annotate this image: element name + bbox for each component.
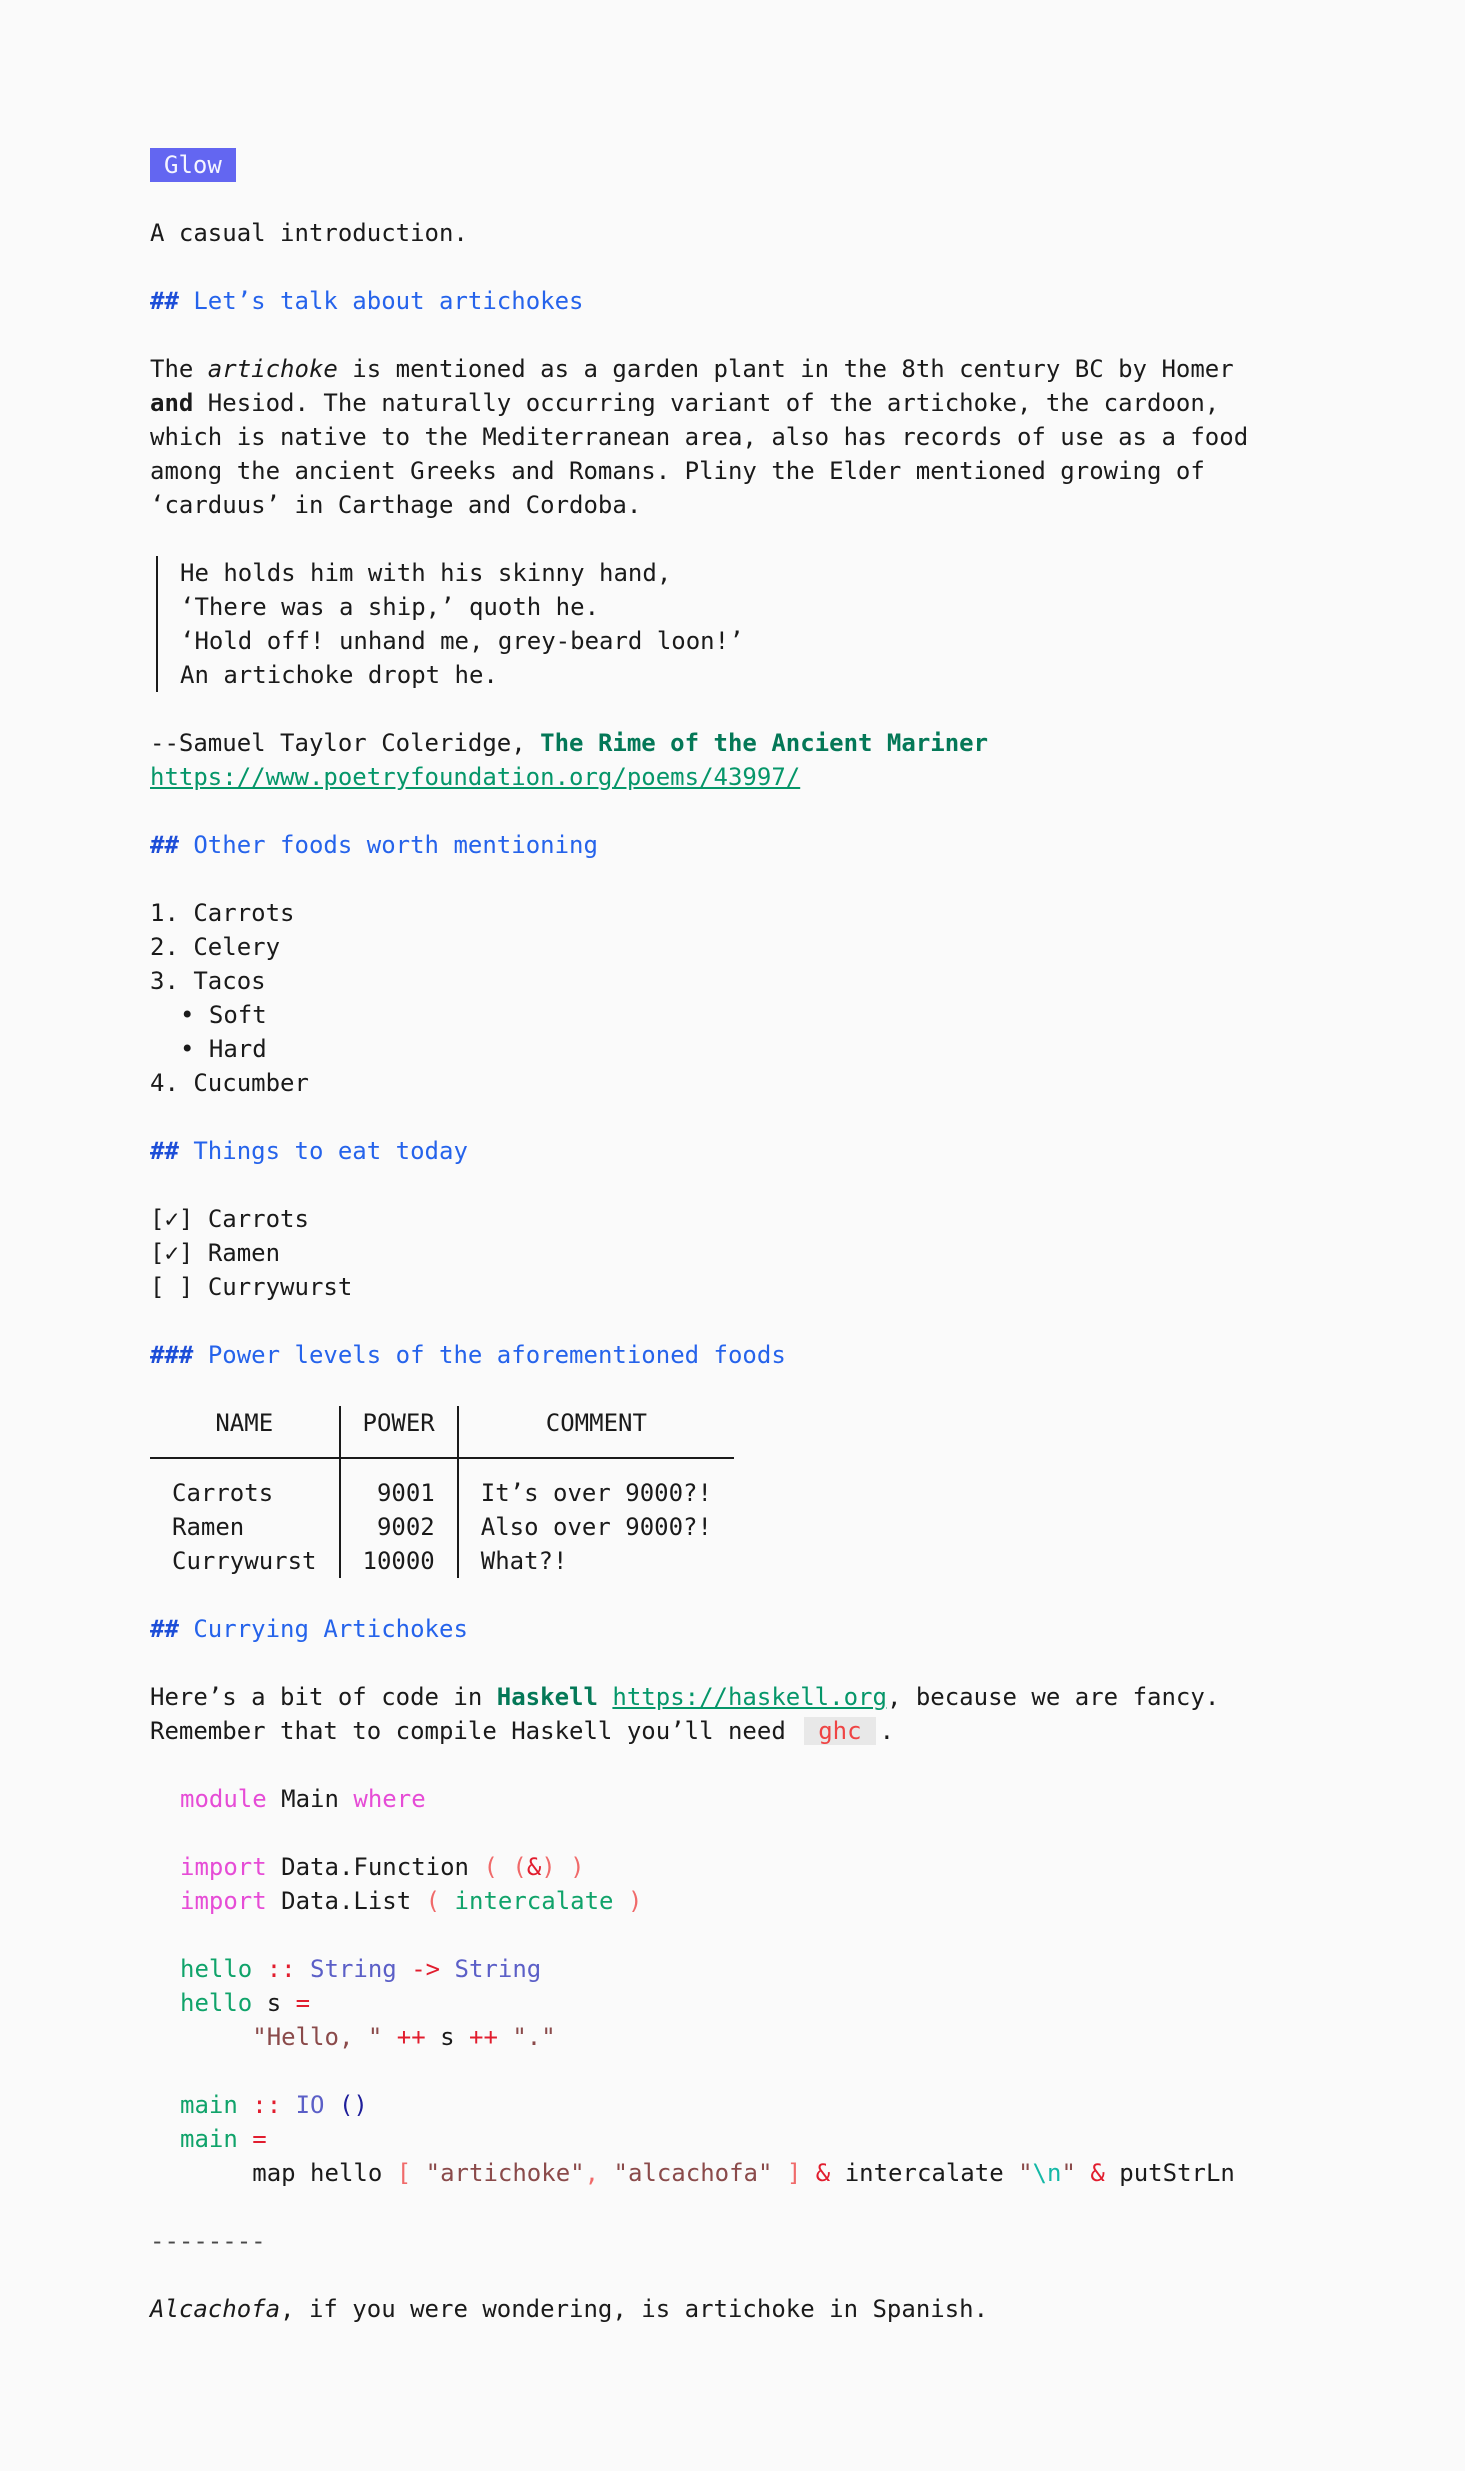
text: . bbox=[879, 1717, 895, 1745]
code-line bbox=[180, 2156, 1235, 2190]
paren: ) bbox=[627, 1887, 643, 1915]
intro-text: A casual introduction. bbox=[150, 219, 468, 247]
keyword: import bbox=[180, 1853, 267, 1881]
string-literal: " bbox=[1018, 2159, 1033, 2187]
table-cell: 9001 bbox=[340, 1458, 458, 1510]
operator: & bbox=[1075, 2159, 1120, 2187]
heading-marker: ## bbox=[150, 1137, 179, 1165]
code-line bbox=[180, 2122, 1200, 2156]
indent bbox=[180, 2023, 252, 2051]
artichoke-paragraph bbox=[150, 352, 1249, 522]
code-text: Data.Function bbox=[266, 1853, 484, 1881]
todo-label: Currywurst bbox=[207, 1273, 353, 1301]
quote-line: ‘Hold off! unhand me, grey-beard loon!’ bbox=[180, 627, 744, 655]
text: among the ancient Greeks and Romans. Pliny the Elder mentioned growing of bbox=[150, 457, 1205, 485]
operator: :: bbox=[237, 2091, 296, 2119]
code-line bbox=[180, 1782, 1200, 1816]
function-name: main bbox=[180, 2125, 238, 2153]
code-text: Main bbox=[266, 1785, 354, 1813]
attribution-author: --Samuel Taylor Coleridge, bbox=[150, 729, 541, 757]
operator: ++ bbox=[382, 2023, 441, 2051]
heading-other-foods bbox=[150, 828, 1200, 862]
bold-text: and bbox=[150, 389, 194, 417]
italic-text: Alcachofa bbox=[150, 2295, 281, 2323]
string-literal: "artichoke" bbox=[411, 2159, 585, 2187]
table-row bbox=[150, 1458, 734, 1510]
table-cell: 10000 bbox=[340, 1544, 458, 1578]
badge-line bbox=[150, 148, 1200, 182]
heading-artichokes bbox=[150, 284, 1200, 318]
paren: [ bbox=[396, 2159, 412, 2187]
indent bbox=[180, 2159, 252, 2187]
code-text bbox=[498, 1853, 512, 1881]
todo-item bbox=[150, 1236, 1200, 1270]
code-line bbox=[180, 2020, 1200, 2054]
column-header-name: NAME bbox=[150, 1406, 340, 1458]
code-block bbox=[150, 1782, 1235, 2190]
operator: -> bbox=[396, 1955, 455, 1983]
todo-list bbox=[150, 1202, 1200, 1304]
todo-item bbox=[150, 1270, 1200, 1304]
checkbox-checked[interactable]: [✓] bbox=[150, 1205, 194, 1233]
code-text: s bbox=[440, 2023, 455, 2051]
heading-eat-today bbox=[150, 1134, 1200, 1168]
string-literal: "alcachofa" bbox=[599, 2159, 773, 2187]
inline-code: ghc bbox=[804, 1717, 875, 1745]
column-header-power: POWER bbox=[340, 1406, 458, 1458]
checkbox-checked[interactable]: [✓] bbox=[150, 1239, 194, 1267]
escape-sequence: \n bbox=[1032, 2159, 1062, 2187]
code-text: putStrLn bbox=[1119, 2159, 1235, 2187]
code-text: map hello bbox=[252, 2159, 397, 2187]
keyword: module bbox=[180, 1785, 267, 1813]
foods-list bbox=[150, 896, 1200, 1100]
paren: ) bbox=[541, 1853, 556, 1881]
heading-marker: ## bbox=[150, 1615, 179, 1643]
closing-text bbox=[150, 2292, 1200, 2326]
table-cell: 9002 bbox=[340, 1510, 458, 1544]
comma: , bbox=[584, 2159, 600, 2187]
todo-label: Carrots bbox=[207, 1205, 309, 1233]
function-name: hello bbox=[180, 1989, 253, 2017]
function-name: main bbox=[180, 2091, 238, 2119]
blockquote bbox=[156, 556, 1200, 692]
quote-line: He holds him with his skinny hand, bbox=[180, 559, 672, 587]
haskell-paragraph bbox=[150, 1680, 1220, 1748]
italic-text: artichoke bbox=[207, 355, 338, 383]
todo-label: Ramen bbox=[207, 1239, 281, 1267]
code-line bbox=[180, 1986, 1200, 2020]
haskell-link[interactable]: https://haskell.org bbox=[612, 1683, 887, 1711]
text: is mentioned as a garden plant in the 8th century BC by Homer bbox=[337, 355, 1234, 383]
heading-text: Other foods worth mentioning bbox=[193, 831, 598, 859]
string-literal: " bbox=[1061, 2159, 1076, 2187]
code-line bbox=[180, 1952, 1200, 1986]
quote-line: An artichoke dropt he. bbox=[180, 661, 498, 689]
glow-badge: Glow bbox=[150, 148, 236, 182]
table-cell: Ramen bbox=[150, 1510, 340, 1544]
column-header-comment: COMMENT bbox=[458, 1406, 734, 1458]
operator: = bbox=[295, 1989, 311, 2017]
code-text: Data.List bbox=[266, 1887, 426, 1915]
heading-power-levels bbox=[150, 1338, 1200, 1372]
table-cell: Also over 9000?! bbox=[480, 1513, 712, 1541]
table-cell: Carrots bbox=[150, 1458, 340, 1510]
code-text: s bbox=[252, 1989, 296, 2017]
checkbox-unchecked[interactable]: [ ] bbox=[150, 1273, 194, 1301]
table-row bbox=[150, 1544, 734, 1578]
code-text: intercalate bbox=[844, 2159, 1019, 2187]
table-row bbox=[150, 1510, 734, 1544]
text: The bbox=[150, 355, 208, 383]
table-header-row bbox=[150, 1406, 734, 1458]
table-cell: It’s over 9000?! bbox=[480, 1479, 712, 1507]
list-item: 3. Tacos bbox=[150, 967, 266, 995]
paren: ] bbox=[772, 2159, 802, 2187]
operator: ++ bbox=[454, 2023, 513, 2051]
sub-list-item: • Hard bbox=[180, 1035, 267, 1063]
text: , because we are fancy. bbox=[886, 1683, 1220, 1711]
code-line bbox=[180, 2088, 1200, 2122]
string-literal: "." bbox=[512, 2023, 556, 2051]
text: which is native to the Mediterranean area, also has records of use as a food bbox=[150, 423, 1249, 451]
table-cell: What?! bbox=[480, 1547, 568, 1575]
horizontal-rule: -------- bbox=[150, 2227, 266, 2255]
text: ‘carduus’ in Carthage and Cordoba. bbox=[150, 491, 642, 519]
paren: ( bbox=[425, 1887, 441, 1915]
text: , if you were wondering, is artichoke in Spanish. bbox=[280, 2295, 989, 2323]
operator: & bbox=[801, 2159, 845, 2187]
operator: & bbox=[526, 1853, 542, 1881]
function-name: intercalate bbox=[440, 1887, 628, 1915]
power-table bbox=[150, 1406, 734, 1578]
heading-text: Let’s talk about artichokes bbox=[193, 287, 584, 315]
heading-marker: ### bbox=[150, 1341, 194, 1369]
bold-text: Haskell bbox=[496, 1683, 598, 1711]
heading-marker: ## bbox=[150, 287, 179, 315]
heading-text: Power levels of the aforementioned foods bbox=[207, 1341, 786, 1369]
text: Hesiod. The naturally occurring variant of the artichoke, the cardoon, bbox=[193, 389, 1220, 417]
code-line bbox=[180, 1884, 1200, 1918]
text: Here’s a bit of code in bbox=[150, 1683, 497, 1711]
operator: :: bbox=[252, 1955, 311, 1983]
list-item: 4. Cucumber bbox=[150, 1069, 309, 1097]
type-name: String bbox=[454, 1955, 542, 1983]
paren: ) bbox=[570, 1853, 585, 1881]
unit-literal: () bbox=[324, 2091, 368, 2119]
heading-text: Currying Artichokes bbox=[193, 1615, 468, 1643]
function-name: hello bbox=[180, 1955, 253, 1983]
heading-marker: ## bbox=[150, 831, 179, 859]
table-cell: Currywurst bbox=[150, 1544, 340, 1578]
poetry-link[interactable]: https://www.poetryfoundation.org/poems/43997/ bbox=[150, 763, 801, 791]
quote-line: ‘There was a ship,’ quoth he. bbox=[180, 593, 600, 621]
code-line bbox=[180, 1850, 1200, 1884]
poem-title: The Rime of the Ancient Mariner bbox=[540, 729, 989, 757]
heading-text: Things to eat today bbox=[193, 1137, 468, 1165]
text: Remember that to compile Haskell you’ll need bbox=[150, 1717, 786, 1745]
keyword: import bbox=[180, 1887, 267, 1915]
list-item: 2. Celery bbox=[150, 933, 281, 961]
todo-item bbox=[150, 1202, 1200, 1236]
paren: ( bbox=[483, 1853, 498, 1881]
type-name: IO bbox=[295, 2091, 325, 2119]
operator: = bbox=[237, 2125, 267, 2153]
code-text bbox=[556, 1853, 570, 1881]
type-name: String bbox=[310, 1955, 397, 1983]
list-item: 1. Carrots bbox=[150, 899, 295, 927]
attribution bbox=[150, 726, 1200, 760]
keyword: where bbox=[353, 1785, 426, 1813]
sub-list-item: • Soft bbox=[180, 1001, 267, 1029]
paren: ( bbox=[512, 1853, 527, 1881]
string-literal: "Hello, " bbox=[252, 2023, 383, 2051]
heading-currying bbox=[150, 1612, 1200, 1646]
